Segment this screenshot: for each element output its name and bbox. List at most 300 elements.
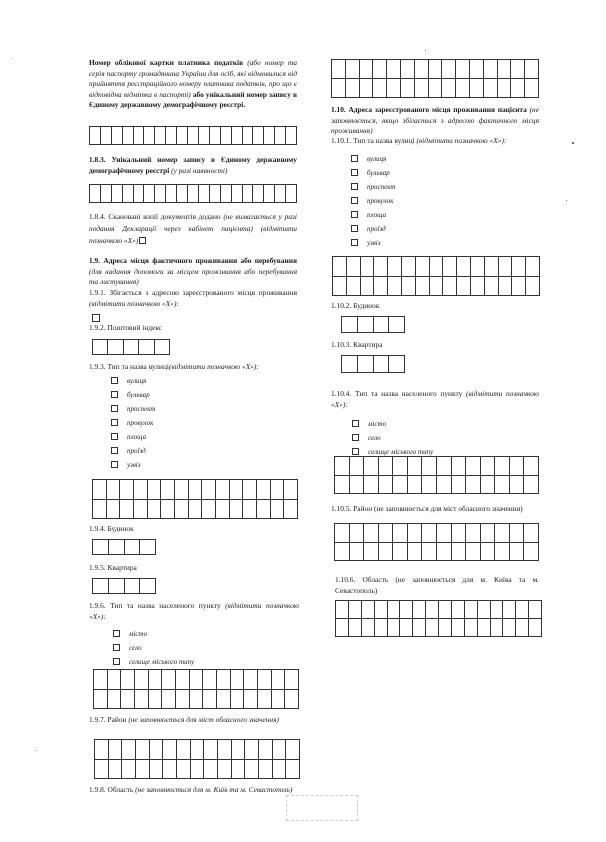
char-cell[interactable] [430,257,444,277]
char-cell[interactable] [259,740,273,760]
char-cell[interactable] [232,127,243,145]
char-cell[interactable] [511,60,525,79]
char-cell[interactable] [202,480,216,500]
char-cell[interactable] [373,79,387,98]
apartment-field-1-9-5[interactable] [92,578,156,594]
char-cell[interactable] [443,277,457,297]
char-cell[interactable] [150,760,164,780]
char-cell[interactable] [286,185,297,203]
char-cell[interactable] [144,127,155,145]
char-cell[interactable] [335,457,350,476]
char-cell[interactable] [112,185,123,203]
char-cell[interactable] [415,60,429,79]
char-cell[interactable] [516,619,529,637]
char-cell[interactable] [232,740,246,760]
char-cell[interactable] [484,79,498,98]
char-cell[interactable] [109,740,123,760]
option-lane[interactable] [111,419,153,428]
char-cell[interactable] [524,543,539,562]
char-cell[interactable] [136,740,150,760]
char-cell[interactable] [466,524,481,543]
char-cell[interactable] [125,579,141,594]
char-cell[interactable] [333,257,347,277]
char-cell[interactable] [457,277,471,297]
char-cell[interactable] [135,670,149,690]
char-cell[interactable] [481,476,496,495]
char-cell[interactable] [430,277,444,297]
char-cell[interactable] [347,277,361,297]
option-boulevard[interactable] [351,169,390,178]
char-cell[interactable] [121,670,135,690]
char-cell[interactable] [148,500,162,520]
char-cell[interactable] [243,480,257,500]
char-cell[interactable] [122,760,136,780]
char-cell[interactable] [456,79,470,98]
char-cell[interactable] [203,690,217,710]
char-cell[interactable] [374,317,390,333]
checkbox-icon[interactable] [351,225,358,232]
char-cell[interactable] [95,760,109,780]
char-cell[interactable] [245,760,259,780]
char-cell[interactable] [526,277,540,297]
char-cell[interactable] [243,127,254,145]
char-cell[interactable] [221,185,232,203]
char-cell[interactable] [379,543,394,562]
char-cell[interactable] [136,760,150,780]
option-descent[interactable] [351,239,380,248]
checkbox-icon[interactable] [111,405,118,412]
char-cell[interactable] [471,257,485,277]
char-cell[interactable] [525,60,539,79]
char-cell[interactable] [393,543,408,562]
char-cell[interactable] [161,480,175,500]
char-cell[interactable] [470,60,484,79]
char-cell[interactable] [503,619,516,637]
char-cell[interactable] [109,579,125,594]
char-cell[interactable] [93,579,109,594]
char-cell[interactable] [109,540,125,555]
char-cell[interactable] [429,79,443,98]
checkbox-icon[interactable] [351,183,358,190]
char-cell[interactable] [510,476,525,495]
char-cell[interactable] [512,257,526,277]
char-cell[interactable] [175,480,189,500]
char-cell[interactable] [285,670,299,690]
char-cell[interactable] [393,524,408,543]
region-field-1-9-8[interactable] [331,59,539,98]
option-city[interactable] [352,420,386,429]
char-cell[interactable] [245,740,259,760]
char-cell[interactable] [333,277,347,297]
char-cell[interactable] [163,740,177,760]
char-cell[interactable] [374,277,388,297]
char-cell[interactable] [503,601,516,619]
tax-card-number-field[interactable] [89,126,297,145]
char-cell[interactable] [134,480,148,500]
house-field-1-10-2[interactable] [341,316,405,333]
option-descent[interactable] [111,461,140,470]
option-lane[interactable] [351,197,393,206]
char-cell[interactable] [284,480,298,500]
char-cell[interactable] [273,740,287,760]
char-cell[interactable] [123,185,134,203]
char-cell[interactable] [230,500,244,520]
char-cell[interactable] [175,500,189,520]
char-cell[interactable] [358,356,374,373]
scanned-copies-checkbox[interactable] [139,237,146,244]
char-cell[interactable] [498,60,512,79]
checkbox-icon[interactable] [111,447,118,454]
char-cell[interactable] [271,480,285,500]
char-cell[interactable] [349,619,362,637]
char-cell[interactable] [361,277,375,297]
char-cell[interactable] [525,79,539,98]
char-cell[interactable] [342,356,358,373]
char-cell[interactable] [465,619,478,637]
char-cell[interactable] [402,277,416,297]
char-cell[interactable] [375,601,388,619]
char-cell[interactable] [217,690,231,710]
char-cell[interactable] [162,690,176,710]
char-cell[interactable] [401,60,415,79]
checkbox-icon[interactable] [351,155,358,162]
char-cell[interactable] [107,480,121,500]
char-cell[interactable] [495,543,510,562]
char-cell[interactable] [389,317,405,333]
char-cell[interactable] [335,543,350,562]
char-cell[interactable] [470,79,484,98]
char-cell[interactable] [202,500,216,520]
char-cell[interactable] [408,543,423,562]
char-cell[interactable] [140,579,156,594]
checkbox-icon[interactable] [351,169,358,176]
char-cell[interactable] [524,524,539,543]
char-cell[interactable] [510,543,525,562]
postal-code-field[interactable] [92,339,170,355]
char-cell[interactable] [389,356,405,373]
checkbox-icon[interactable] [352,420,359,427]
char-cell[interactable] [275,127,286,145]
char-cell[interactable] [163,760,177,780]
char-cell[interactable] [422,543,437,562]
checkbox-icon[interactable] [111,391,118,398]
char-cell[interactable] [400,601,413,619]
option-village[interactable] [352,434,381,443]
char-cell[interactable] [166,127,177,145]
char-cell[interactable] [177,127,188,145]
char-cell[interactable] [273,760,287,780]
region-field-1-10-6[interactable] [335,600,542,637]
char-cell[interactable] [485,257,499,277]
char-cell[interactable] [413,619,426,637]
char-cell[interactable] [498,79,512,98]
char-cell[interactable] [253,127,264,145]
char-cell[interactable] [452,476,467,495]
char-cell[interactable] [93,340,108,355]
char-cell[interactable] [379,524,394,543]
char-cell[interactable] [253,185,264,203]
char-cell[interactable] [442,79,456,98]
char-cell[interactable] [374,356,390,373]
char-cell[interactable] [286,760,300,780]
char-cell[interactable] [439,619,452,637]
char-cell[interactable] [347,257,361,277]
char-cell[interactable] [456,60,470,79]
checkbox-icon[interactable] [351,197,358,204]
char-cell[interactable] [388,619,401,637]
char-cell[interactable] [495,524,510,543]
char-cell[interactable] [232,185,243,203]
char-cell[interactable] [120,480,134,500]
char-cell[interactable] [155,340,170,355]
district-field-1-9-7[interactable] [94,739,300,779]
char-cell[interactable] [177,740,191,760]
char-cell[interactable] [264,127,275,145]
char-cell[interactable] [350,476,365,495]
demographic-registry-number-field[interactable] [89,184,297,203]
house-field-1-9-4[interactable] [92,539,156,555]
char-cell[interactable] [217,670,231,690]
same-as-registered-checkbox[interactable] [92,314,100,322]
char-cell[interactable] [484,60,498,79]
char-cell[interactable] [243,500,257,520]
char-cell[interactable] [393,457,408,476]
char-cell[interactable] [452,601,465,619]
char-cell[interactable] [364,457,379,476]
char-cell[interactable] [524,476,539,495]
char-cell[interactable] [90,185,101,203]
char-cell[interactable] [134,185,145,203]
char-cell[interactable] [191,740,205,760]
char-cell[interactable] [258,690,272,710]
char-cell[interactable] [210,185,221,203]
char-cell[interactable] [231,690,245,710]
char-cell[interactable] [123,127,134,145]
char-cell[interactable] [244,690,258,710]
option-street[interactable] [111,377,146,386]
char-cell[interactable] [332,60,346,79]
char-cell[interactable] [257,500,271,520]
char-cell[interactable] [387,79,401,98]
option-boulevard[interactable] [111,391,150,400]
char-cell[interactable] [364,524,379,543]
char-cell[interactable] [466,476,481,495]
checkbox-icon[interactable] [351,211,358,218]
char-cell[interactable] [510,524,525,543]
char-cell[interactable] [285,690,299,710]
char-cell[interactable] [257,480,271,500]
char-cell[interactable] [426,601,439,619]
char-cell[interactable] [188,127,199,145]
char-cell[interactable] [437,457,452,476]
char-cell[interactable] [466,457,481,476]
char-cell[interactable] [481,524,496,543]
char-cell[interactable] [526,257,540,277]
char-cell[interactable] [426,619,439,637]
char-cell[interactable] [264,185,275,203]
char-cell[interactable] [511,79,525,98]
char-cell[interactable] [360,60,374,79]
char-cell[interactable] [437,524,452,543]
char-cell[interactable] [155,185,166,203]
char-cell[interactable] [413,601,426,619]
char-cell[interactable] [512,277,526,297]
char-cell[interactable] [336,619,349,637]
char-cell[interactable] [491,601,504,619]
char-cell[interactable] [529,619,542,637]
char-cell[interactable] [442,60,456,79]
char-cell[interactable] [204,760,218,780]
char-cell[interactable] [210,127,221,145]
char-cell[interactable] [342,317,358,333]
char-cell[interactable] [162,670,176,690]
char-cell[interactable] [529,601,542,619]
checkbox-icon[interactable] [111,433,118,440]
char-cell[interactable] [271,500,285,520]
char-cell[interactable] [408,524,423,543]
checkbox-icon[interactable] [113,658,120,665]
char-cell[interactable] [346,79,360,98]
option-square[interactable] [111,433,146,442]
char-cell[interactable] [190,670,204,690]
char-cell[interactable] [286,127,297,145]
char-cell[interactable] [244,670,258,690]
char-cell[interactable] [120,500,134,520]
char-cell[interactable] [134,127,145,145]
settlement-name-field-1-9-6[interactable] [93,669,299,709]
char-cell[interactable] [272,690,286,710]
char-cell[interactable] [350,457,365,476]
option-city[interactable] [113,630,147,639]
char-cell[interactable] [388,601,401,619]
char-cell[interactable] [360,79,374,98]
char-cell[interactable] [402,257,416,277]
char-cell[interactable] [437,543,452,562]
checkbox-icon[interactable] [352,434,359,441]
char-cell[interactable] [524,457,539,476]
char-cell[interactable] [346,60,360,79]
char-cell[interactable] [150,740,164,760]
char-cell[interactable] [93,500,107,520]
char-cell[interactable] [284,500,298,520]
char-cell[interactable] [335,524,350,543]
char-cell[interactable] [93,480,107,500]
char-cell[interactable] [176,690,190,710]
char-cell[interactable] [443,257,457,277]
char-cell[interactable] [364,476,379,495]
char-cell[interactable] [465,601,478,619]
char-cell[interactable] [199,127,210,145]
char-cell[interactable] [199,185,210,203]
option-passage[interactable] [111,447,146,456]
char-cell[interactable] [286,740,300,760]
char-cell[interactable] [221,127,232,145]
char-cell[interactable] [230,480,244,500]
char-cell[interactable] [190,690,204,710]
checkbox-icon[interactable] [111,377,118,384]
char-cell[interactable] [422,524,437,543]
char-cell[interactable] [94,690,108,710]
char-cell[interactable] [516,601,529,619]
char-cell[interactable] [101,127,112,145]
char-cell[interactable] [189,500,203,520]
char-cell[interactable] [358,317,374,333]
char-cell[interactable] [429,60,443,79]
char-cell[interactable] [188,185,199,203]
char-cell[interactable] [121,690,135,710]
char-cell[interactable] [373,60,387,79]
char-cell[interactable] [422,476,437,495]
option-village[interactable] [113,644,142,653]
char-cell[interactable] [491,619,504,637]
char-cell[interactable] [452,457,467,476]
char-cell[interactable] [452,619,465,637]
char-cell[interactable] [379,476,394,495]
char-cell[interactable] [416,257,430,277]
char-cell[interactable] [149,670,163,690]
char-cell[interactable] [161,500,175,520]
char-cell[interactable] [176,670,190,690]
char-cell[interactable] [416,277,430,297]
char-cell[interactable] [393,476,408,495]
char-cell[interactable] [481,543,496,562]
char-cell[interactable] [258,670,272,690]
char-cell[interactable] [478,601,491,619]
char-cell[interactable] [135,690,149,710]
checkbox-icon[interactable] [113,644,120,651]
char-cell[interactable] [388,257,402,277]
char-cell[interactable] [471,277,485,297]
char-cell[interactable] [155,127,166,145]
char-cell[interactable] [452,524,467,543]
char-cell[interactable] [243,185,254,203]
char-cell[interactable] [481,457,496,476]
char-cell[interactable] [387,60,401,79]
char-cell[interactable] [259,760,273,780]
char-cell[interactable] [272,670,286,690]
char-cell[interactable] [408,457,423,476]
char-cell[interactable] [374,257,388,277]
street-name-field-1-10-1[interactable] [332,256,540,296]
char-cell[interactable] [140,540,156,555]
char-cell[interactable] [112,127,123,145]
char-cell[interactable] [125,540,141,555]
char-cell[interactable] [485,277,499,297]
district-field-1-10-5[interactable] [334,523,539,561]
char-cell[interactable] [216,480,230,500]
char-cell[interactable] [218,740,232,760]
checkbox-icon[interactable] [351,239,358,246]
char-cell[interactable] [335,476,350,495]
char-cell[interactable] [134,500,148,520]
char-cell[interactable] [101,185,112,203]
char-cell[interactable] [349,601,362,619]
char-cell[interactable] [495,476,510,495]
char-cell[interactable] [452,543,467,562]
char-cell[interactable] [139,340,154,355]
char-cell[interactable] [422,457,437,476]
char-cell[interactable] [107,500,121,520]
char-cell[interactable] [90,127,101,145]
char-cell[interactable] [401,79,415,98]
char-cell[interactable] [499,257,513,277]
char-cell[interactable] [93,540,109,555]
char-cell[interactable] [439,601,452,619]
char-cell[interactable] [95,740,109,760]
apartment-field-1-10-3[interactable] [341,355,405,373]
char-cell[interactable] [361,257,375,277]
char-cell[interactable] [108,690,122,710]
